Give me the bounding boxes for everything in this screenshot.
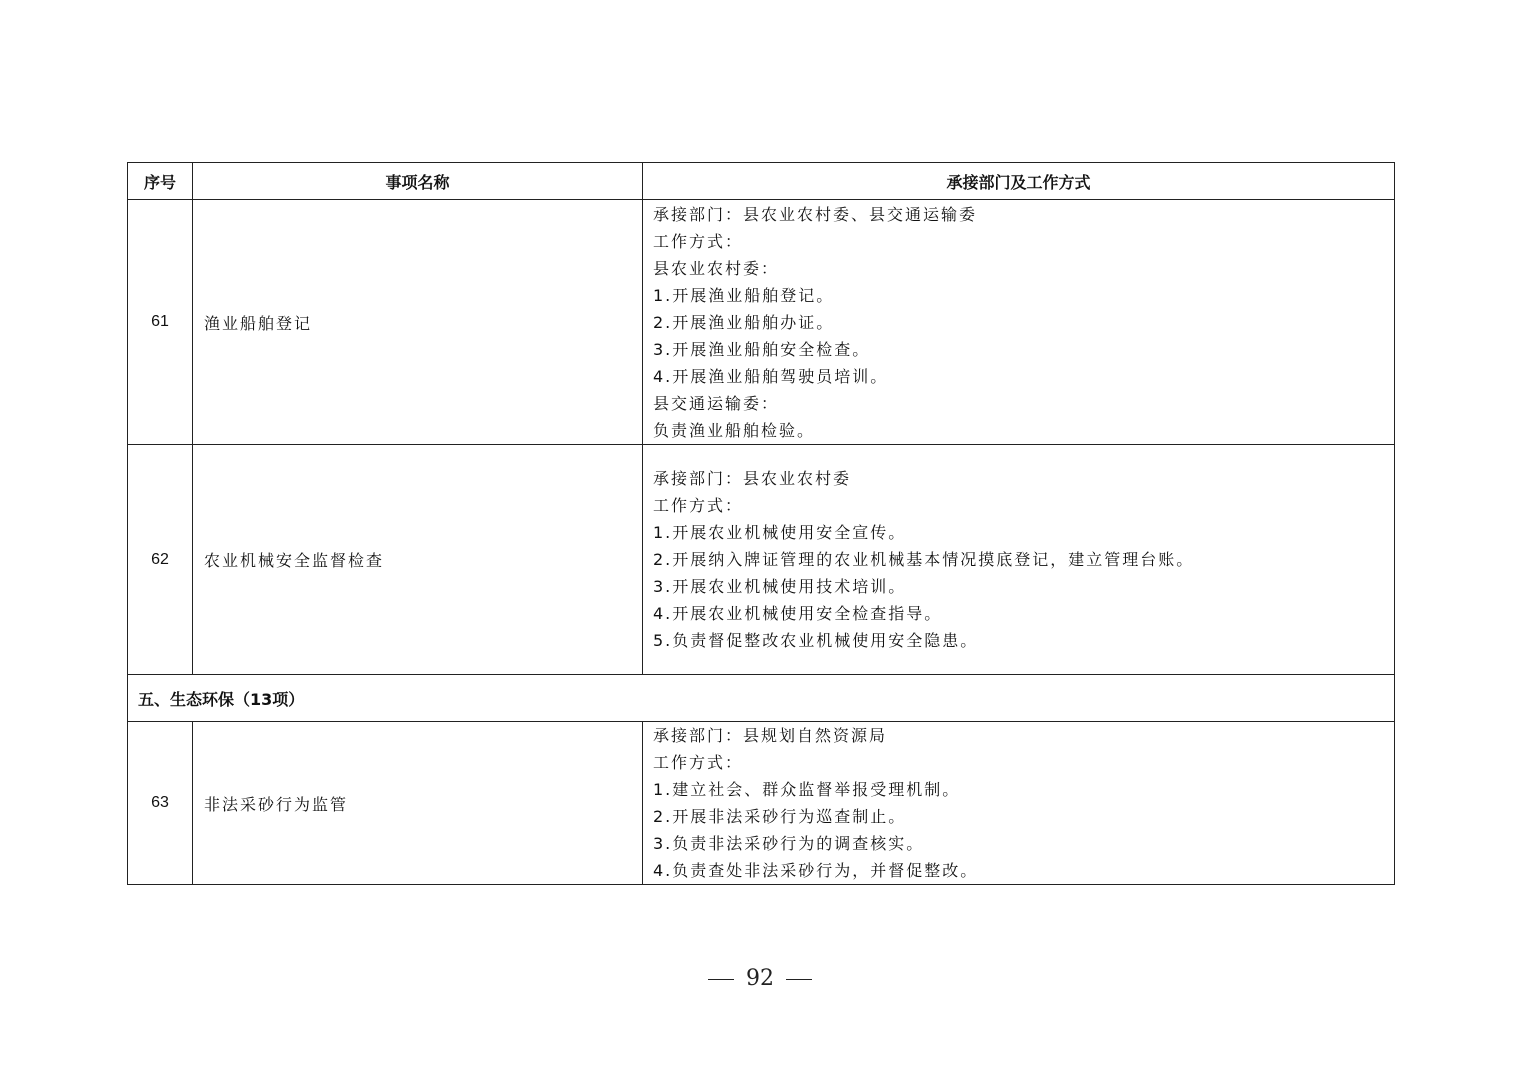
dept-line: 工作方式： xyxy=(653,496,744,515)
row-seq: 63 xyxy=(128,722,193,885)
dept-line: 县交通运输委： xyxy=(653,393,780,413)
row-name: 农业机械安全监督检查 xyxy=(193,445,643,675)
page-number: 92 xyxy=(746,966,774,991)
dept-line: 2.开展非法采砂行为巡查制止。 xyxy=(653,807,907,826)
dept-line: 工作方式： xyxy=(653,753,744,772)
dash-right xyxy=(786,979,812,980)
dept-line: 2.开展纳入牌证管理的农业机械基本情况摸底登记，建立管理台账。 xyxy=(653,550,1195,569)
section-heading: 五、生态环保（13项） xyxy=(128,675,1395,722)
row-name: 渔业船舶登记 xyxy=(193,200,643,445)
dept-line: 4.开展渔业船舶驾驶员培训。 xyxy=(653,366,889,386)
dept-line: 2.开展渔业船舶办证。 xyxy=(653,312,835,332)
row-seq: 61 xyxy=(128,200,193,445)
dept-line: 县农业农村委： xyxy=(653,258,780,278)
section-row xyxy=(128,675,1395,722)
row-dept xyxy=(643,445,1395,675)
row-name: 非法采砂行为监管 xyxy=(193,722,643,885)
table-row xyxy=(128,445,1395,675)
page-footer xyxy=(0,966,1520,991)
table-header-row xyxy=(128,163,1395,200)
row-seq: 62 xyxy=(128,445,193,675)
dept-line: 1.建立社会、群众监督举报受理机制。 xyxy=(653,780,961,799)
dept-line: 负责渔业船舶检验。 xyxy=(653,420,816,440)
row-dept xyxy=(643,722,1395,885)
dept-line: 4.负责查处非法采砂行为，并督促整改。 xyxy=(653,861,979,880)
items-table xyxy=(127,162,1395,885)
dept-line: 承接部门：县规划自然资源局 xyxy=(653,726,888,745)
dept-line: 工作方式： xyxy=(653,231,744,251)
dept-line: 3.开展农业机械使用技术培训。 xyxy=(653,577,907,596)
dept-line: 1.开展农业机械使用安全宣传。 xyxy=(653,523,907,542)
dash-left xyxy=(708,979,734,980)
dept-line: 5.负责督促整改农业机械使用安全隐患。 xyxy=(653,631,979,650)
header-seq: 序号 xyxy=(128,163,193,200)
dept-line: 承接部门：县农业农村委 xyxy=(653,469,852,488)
header-name: 事项名称 xyxy=(193,163,643,200)
table-row xyxy=(128,200,1395,445)
row-dept xyxy=(643,200,1395,445)
dept-line: 3.负责非法采砂行为的调查核实。 xyxy=(653,834,925,853)
dept-line: 3.开展渔业船舶安全检查。 xyxy=(653,339,871,359)
dept-line: 4.开展农业机械使用安全检查指导。 xyxy=(653,604,943,623)
dept-line: 承接部门：县农业农村委、县交通运输委 xyxy=(653,204,978,224)
table-row xyxy=(128,722,1395,885)
header-dept: 承接部门及工作方式 xyxy=(643,163,1395,200)
dept-line: 1.开展渔业船舶登记。 xyxy=(653,285,835,305)
